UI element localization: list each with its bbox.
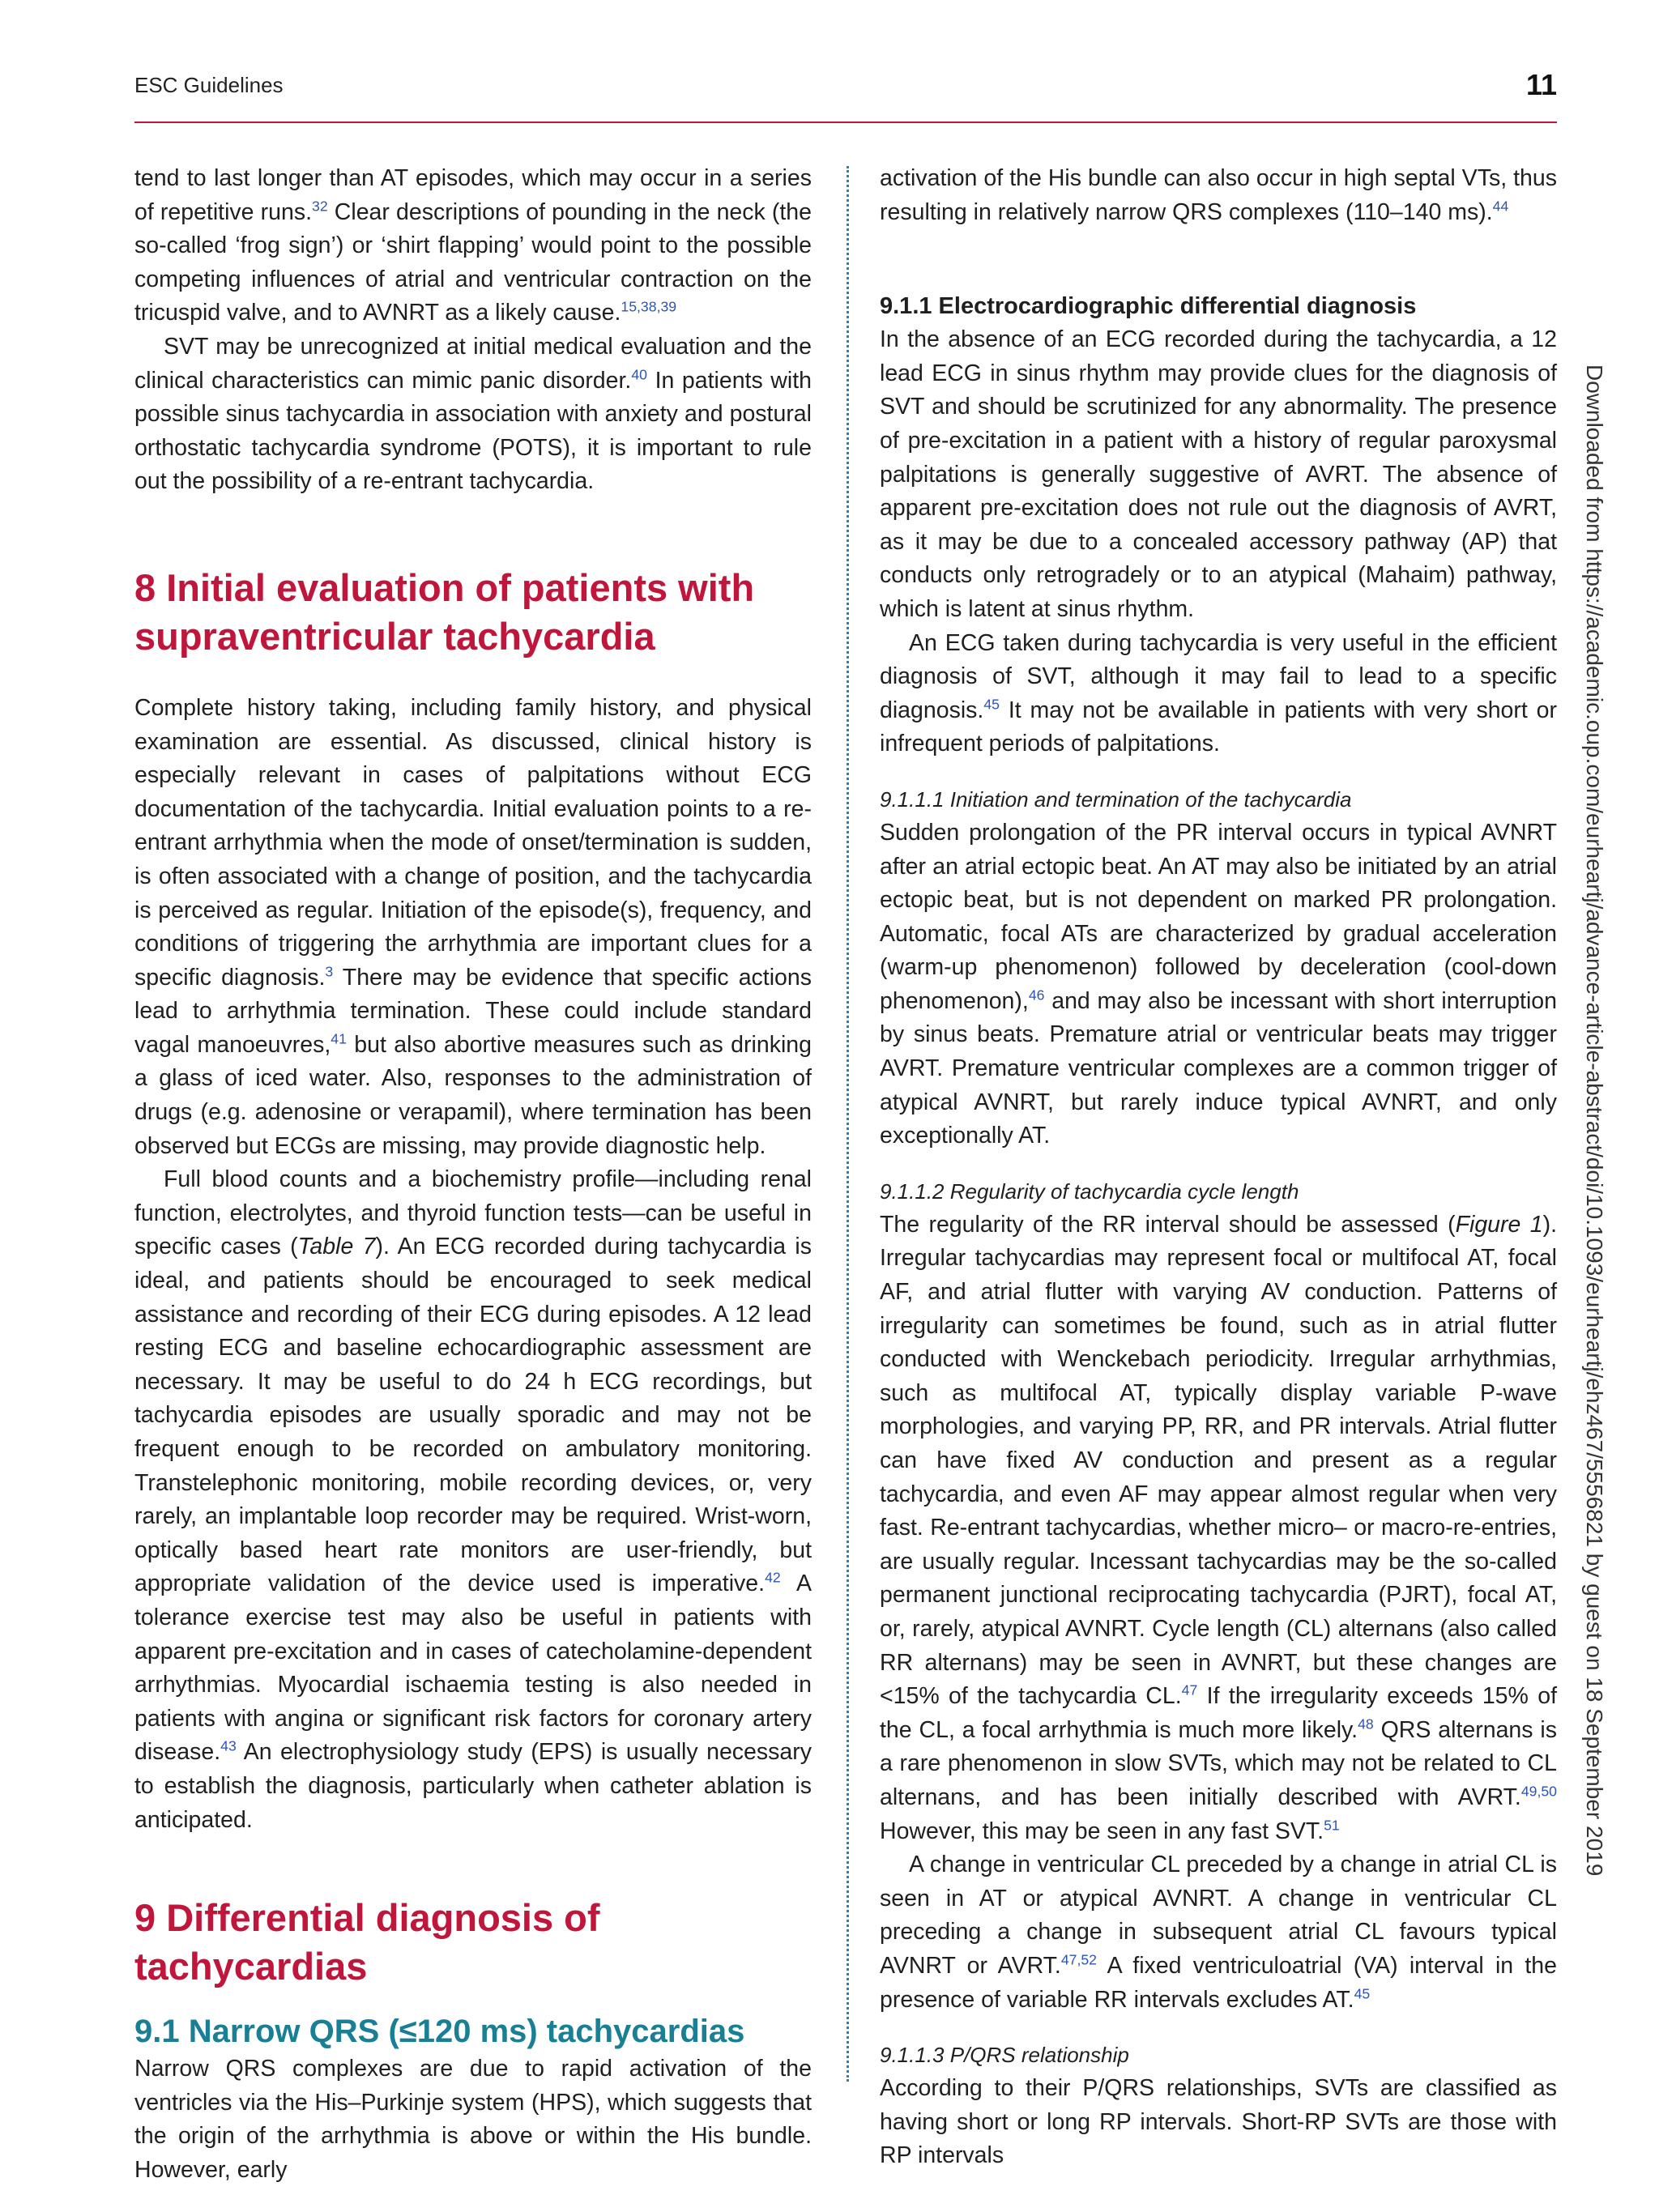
citation-link[interactable]: 32 [312,198,328,215]
subsection-heading-9-1: 9.1 Narrow QRS (≤120 ms) tachycardias [134,2014,745,2050]
citation-link[interactable]: 48 [1358,1715,1374,1733]
section-heading-9: 9 Differential diagnosis of tachycardias [134,1896,600,1988]
journal-name: ESC Guidelines [134,73,284,97]
citation-link[interactable]: 45 [983,696,1000,713]
left-column [134,162,812,2188]
paragraph: Complete history taking, including family history, and physical examination are essential. As discussed, clinical history is especially relevant in cases of palpitations without ECG documentation of the tachycardia. Initial evaluation points to a re-entrant arrhythmia when the mode of onset/termination is sudden, is often associated with a change of position, and the tachycardia is perceived as regular. Initiation of the episode(s), frequency, and conditions of triggering the arrhythmia are important clues for a specific diagnosis.$^3$ There may be evidence that specific actions lead to arrhythmia termination. These could include standard vagal manoeuvres,$^{41}$ but also abortive measures such as drinking a glass of iced water. Also, responses to the administration of drugs (e.g. adenosine or verapamil), where termination has been observed but ECGs are missing, may provide diagnostic help. [134,694,812,1159]
citation-link[interactable]: 43 [220,1737,237,1754]
paragraph: A change in ventricular CL preceded by a change in atrial CL is seen in AT or atypical AVNRT. A change in ventricular CL preceding a change in subsequent atrial CL favours typical AVNRT or AVRT.$^{47,52}$ A fixed ventriculoatrial (VA) interval in the presence of variable RR intervals excludes AT.$^{45}$ [880,1852,1557,2013]
paragraph: An ECG taken during tachycardia is very useful in the efficient diagnosis of SVT, although it may fail to lead to a specific diagnosis.$^{45}$ It may not be available in patients with very short or infrequent periods of palpitations. [880,629,1557,757]
paragraph: activation of the His bundle can also occur in high septal VTs, thus resulting in relatively narrow QRS complexes (110–140 ms).$^{44}$ [880,165,1557,225]
subsection-heading-9-1-1-2: 9.1.1.2 Regularity of tachycardia cycle length [880,1178,1299,1204]
page-number: 11 [1525,68,1557,101]
figure-reference-link[interactable]: Figure 1 [1455,1211,1543,1238]
citation-link[interactable]: 51 [1324,1817,1340,1834]
paragraph: Narrow QRS complexes are due to rapid activation of the ventricles via the His–Purkinje system (HPS), which suggests that the origin of the arrhythmia is above or within the His bundle. However, early [134,2056,812,2183]
paragraph: In the absence of an ECG recorded during the tachycardia, a 12 lead ECG in sinus rhythm may provide clues for the diagnosis of SVT and should be scrutinized for any abnormality. The presence of pre-excitation in a patient with a history of regular paroxysmal palpitations is generally suggestive of AVRT. The absence of apparent pre-excitation does not rule out the diagnosis of AVRT, as it may be due to a concealed accessory pathway (AP) that conducts only retrogradely or to an atypical (Mahaim) pathway, which is latent at sinus rhythm. [880,326,1557,622]
citation-link[interactable]: 45 [1354,1985,1371,2001]
paragraph: Full blood counts and a biochemistry profile—including renal function, electrolytes, and thyroid function tests—can be useful in specific cases (Table 7). An ECG recorded during tachycardia is ideal, and patients should be encouraged to seek medical assistance and recording of their ECG during episodes. A 12 lead resting ECG and baseline echocardiographic assessment are necessary. It may be useful to do 24 h ECG recordings, but tachycardia episodes are usually sporadic and may not be frequent enough to be recorded on ambulatory monitoring. Transtelephonic monitoring, mobile recording devices, or, very rarely, an implantable loop recorder may be required. Wrist-worn, optically based heart rate monitors are user-friendly, but appropriate validation of the device used is imperative.$^{42}$ A tolerance exercise test may also be useful in patients with apparent pre-excitation and in cases of catecholamine-dependent arrhythmias. Myocardial ischaemia testing is also needed in patients with angina or significant risk factors for coronary artery disease.$^{43}$ An electrophysiology study (EPS) is usually necessary to establish the diagnosis, particularly when catheter ablation is anticipated. [134,1166,812,1833]
paragraph: tend to last longer than AT episodes, which may occur in a series of repetitive runs.$^{32}$ Clear descriptions of pounding in the neck (the so-called ‘frog sign’) or ‘shirt flapping’ would point to the possible competing influences of atrial and ventricular contraction on the tricuspid valve, and to AVNRT as a likely cause.$^{15,38,39}$ [134,165,812,326]
citation-link[interactable]: 41 [331,1030,347,1047]
citation-link[interactable]: 44 [1492,198,1509,215]
citation-link[interactable]: 47 [1181,1681,1198,1698]
subsection-heading-9-1-1: 9.1.1 Electrocardiographic differential diagnosis [880,293,1417,320]
section-heading-8: 8 Initial evaluation of patients with supraventricular tachycardia [134,565,755,658]
citation-link[interactable]: 3 [325,963,334,980]
subsection-heading-9-1-1-3: 9.1.1.3 P/QRS relationship [880,2043,1129,2068]
citation-link[interactable]: 40 [631,366,647,383]
paragraph: Sudden prolongation of the PR interval occurs in typical AVNRT after an atrial ectopic beat. An AT may also be initiated by an atrial ectopic beat, but is not dependent on marked PR prolongation. Automatic, focal ATs are characterized by gradual acceleration (warm-up phenomenon) followed by deceleration (cool-down phenomenon),$^{46}$ and may also be incessant with short interruption by sinus beats. Premature atrial or ventricular beats may trigger AVRT. Premature ventricular complexes are a common trigger of atypical AVNRT, but rarely induce typical AVNRT, and only exceptionally AT. [880,819,1557,1149]
column-divider [847,166,849,2082]
citation-link[interactable]: 15,38,39 [621,298,677,315]
page-header [134,70,1557,123]
citation-link[interactable]: 46 [1028,987,1045,1004]
download-watermark: Downloaded from https://academic.oup.com/eurheartj/advance-article-abstract/doi/10.1093/eurheartj/ehz467/5556821 by guest on 18 September 2019 [1582,364,1607,1877]
paragraph: The regularity of the RR interval should be assessed (Figure 1). Irregular tachycardias may represent focal or multifocal AT, focal AF, and atrial flutter with varying AV conduction. Patterns of irregularity can sometimes be found, such as in atrial flutter conducted with Wenckebach periodicity. Irregular arrhythmias, such as multifocal AT, typically display variable P-wave morphologies, and varying PP, RR, and PR intervals. Atrial flutter can have fixed AV conduction and present as a regular tachycardia, and even AF may appear almost regular when very fast. Re-entrant tachycardias, whether micro– or macro-re-entries, are usually regular. Incessant tachycardias may be the so-called permanent junctional reciprocating tachycardia (PJRT), focal AT, or, rarely, atypical AVNRT. Cycle length (CL) alternans (also called RR alternans) may be seen in AVNRT, but these changes are <15% of the tachycardia CL.$^{47}$ If the irregularity exceeds 15% of the CL, a focal arrhythmia is much more likely.$^{48}$ QRS alternans is a rare phenomenon in slow SVTs, which may not be related to CL alternans, and has been initially described with AVRT.$^{49,50}$ However, this may be seen in any fast SVT.$^{51}$ [880,1211,1558,1844]
table-reference-link[interactable]: Table 7 [297,1234,376,1260]
citation-link[interactable]: 42 [765,1569,781,1586]
paragraph: SVT may be unrecognized at initial medical evaluation and the clinical characteristics can mimic panic disorder.$^{40}$ In patients with possible sinus tachycardia in association with anxiety and postural orthostatic tachycardia syndrome (POTS), it is important to rule out the possibility of a re-entrant tachycardia. [134,333,812,495]
subsection-heading-9-1-1-1: 9.1.1.1 Initiation and termination of the tachycardia [880,786,1352,812]
right-column [880,162,1557,2173]
paragraph: According to their P/QRS relationships, SVTs are classified as having short or long RP intervals. Short-RP SVTs are those with RP intervals [880,2075,1557,2169]
citation-link[interactable]: 47,52 [1060,1951,1097,1968]
citation-link[interactable]: 49,50 [1520,1783,1557,1800]
